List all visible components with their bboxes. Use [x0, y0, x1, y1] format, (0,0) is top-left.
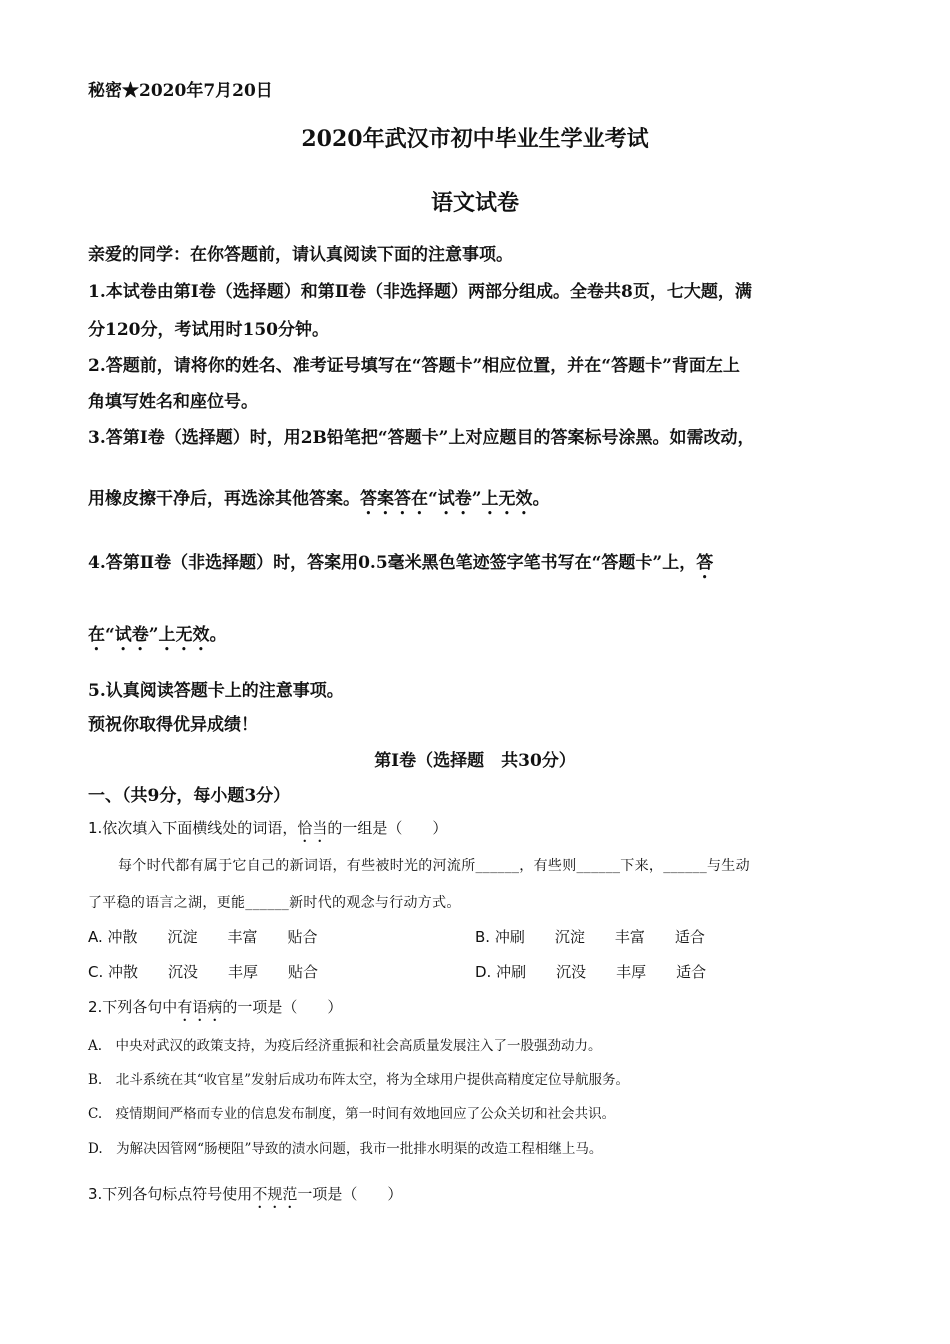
option-text: 冲散 沉淀 丰富 贴合: [107, 928, 318, 946]
emphasized-text: 答: [696, 553, 714, 573]
q2-stem: [88, 996, 342, 1025]
emphasized-text: 恰当: [297, 819, 328, 837]
notice-item4-line1: [88, 548, 713, 583]
q2-option-b[interactable]: B. 北斗系统在其“收官星”发射后成功布阵太空，将为全球用户提供高精度定位导航服务。: [88, 1072, 630, 1088]
option-text: 冲刷 沉淀 丰富 适合: [494, 928, 705, 946]
q1-passage-line2: 了平稳的语言之湖，更能______新时代的观念与行动方式。: [88, 895, 461, 911]
notice-item2-line2: 角填写姓名和座位号。: [88, 392, 258, 412]
stem-text: 一项是（ ）: [297, 1185, 403, 1203]
notice-item1-line1: 1.本试卷由第Ⅰ卷（选择题）和第Ⅱ卷（非选择题）两部分组成。全卷共8页，七大题，满: [88, 282, 752, 302]
stem-text: 1.依次填入下面横线处的词语，: [88, 819, 298, 837]
emphasized-text: 不规范: [252, 1185, 298, 1203]
q1-option-b[interactable]: [475, 926, 705, 947]
q2-option-d[interactable]: D. 为解决因管网“肠梗阻”导致的渍水问题，我市一批排水明渠的改造工程相继上马。: [88, 1141, 603, 1157]
option-letter: B.: [475, 928, 491, 946]
notice-item3-line1: 3.答第Ⅰ卷（选择题）时，用2B铅笔把“答题卡”上对应题目的答案标号涂黑。如需改动，: [88, 428, 755, 448]
subject-title: 语文试卷: [430, 190, 519, 216]
notice-item2-line1: 2.答题前，请将你的姓名、准考证号填写在“答题卡”相应位置，并在“答题卡”背面左上: [88, 356, 740, 376]
q1-option-c[interactable]: [88, 961, 318, 982]
notice-text: 用橡皮擦干净后，再选涂其他答案。: [88, 489, 360, 509]
option-text: 冲刷 沉没 丰厚 适合: [496, 963, 707, 981]
stem-text: 的一组是（ ）: [327, 819, 448, 837]
option-letter: A.: [88, 928, 103, 946]
q1-option-a[interactable]: [88, 926, 318, 947]
notice-item5: 5.认真阅读答题卡上的注意事项。: [88, 681, 344, 701]
notice-wish: 预祝你取得优异成绩！: [88, 715, 258, 735]
q2-option-a[interactable]: A. 中央对武汉的政策支持，为疫后经济重振和社会高质量发展注入了一股强劲动力。: [88, 1038, 602, 1054]
stem-text: 3.下列各句标点符号使用: [88, 1185, 253, 1203]
notice-text: 。: [532, 489, 550, 509]
notice-item3-line2: [88, 484, 550, 519]
option-text: 冲散 沉没 丰厚 贴合: [108, 963, 319, 981]
notice-intro: 亲爱的同学：在你答题前，请认真阅读下面的注意事项。: [88, 245, 513, 265]
notice-text: 4.答第Ⅱ卷（非选择题）时，答案用0.5毫米黑色笔迹签字笔书写在“答题卡”上，: [88, 553, 697, 573]
notice-text: 。: [209, 625, 227, 645]
emphasized-text: 有语病: [177, 998, 223, 1016]
q2-option-c[interactable]: C. 疫情期间严格而专业的信息发布制度，第一时间有效地回应了公众关切和社会共识。: [88, 1106, 616, 1122]
confidential-date: 秘密★2020年7月20日: [88, 81, 273, 101]
part-heading: 一、（共9分，每小题3分）: [88, 786, 291, 806]
stem-text: 的一项是（ ）: [222, 998, 343, 1016]
emphasized-text: 在“试卷”上无效: [88, 625, 210, 645]
q1-option-d[interactable]: [475, 961, 706, 982]
notice-item1-line2: 分120分，考试用时150分钟。: [88, 320, 329, 340]
q1-passage-line1: 每个时代都有属于它自己的新词语，有些被时光的河流所______，有些则______下来，______与生动: [118, 858, 750, 874]
stem-text: 2.下列各句中: [88, 998, 178, 1016]
q3-stem: [88, 1183, 402, 1212]
section-title: 第Ⅰ卷（选择题 共30分）: [374, 751, 576, 771]
option-letter: D.: [475, 963, 492, 981]
exam-title: 2020年武汉市初中毕业生学业考试: [301, 126, 649, 152]
option-letter: C.: [88, 963, 104, 981]
q1-stem: [88, 817, 447, 846]
emphasized-text: 答案答在“试卷”上无效: [360, 489, 533, 509]
notice-item4-line2: [88, 620, 227, 655]
